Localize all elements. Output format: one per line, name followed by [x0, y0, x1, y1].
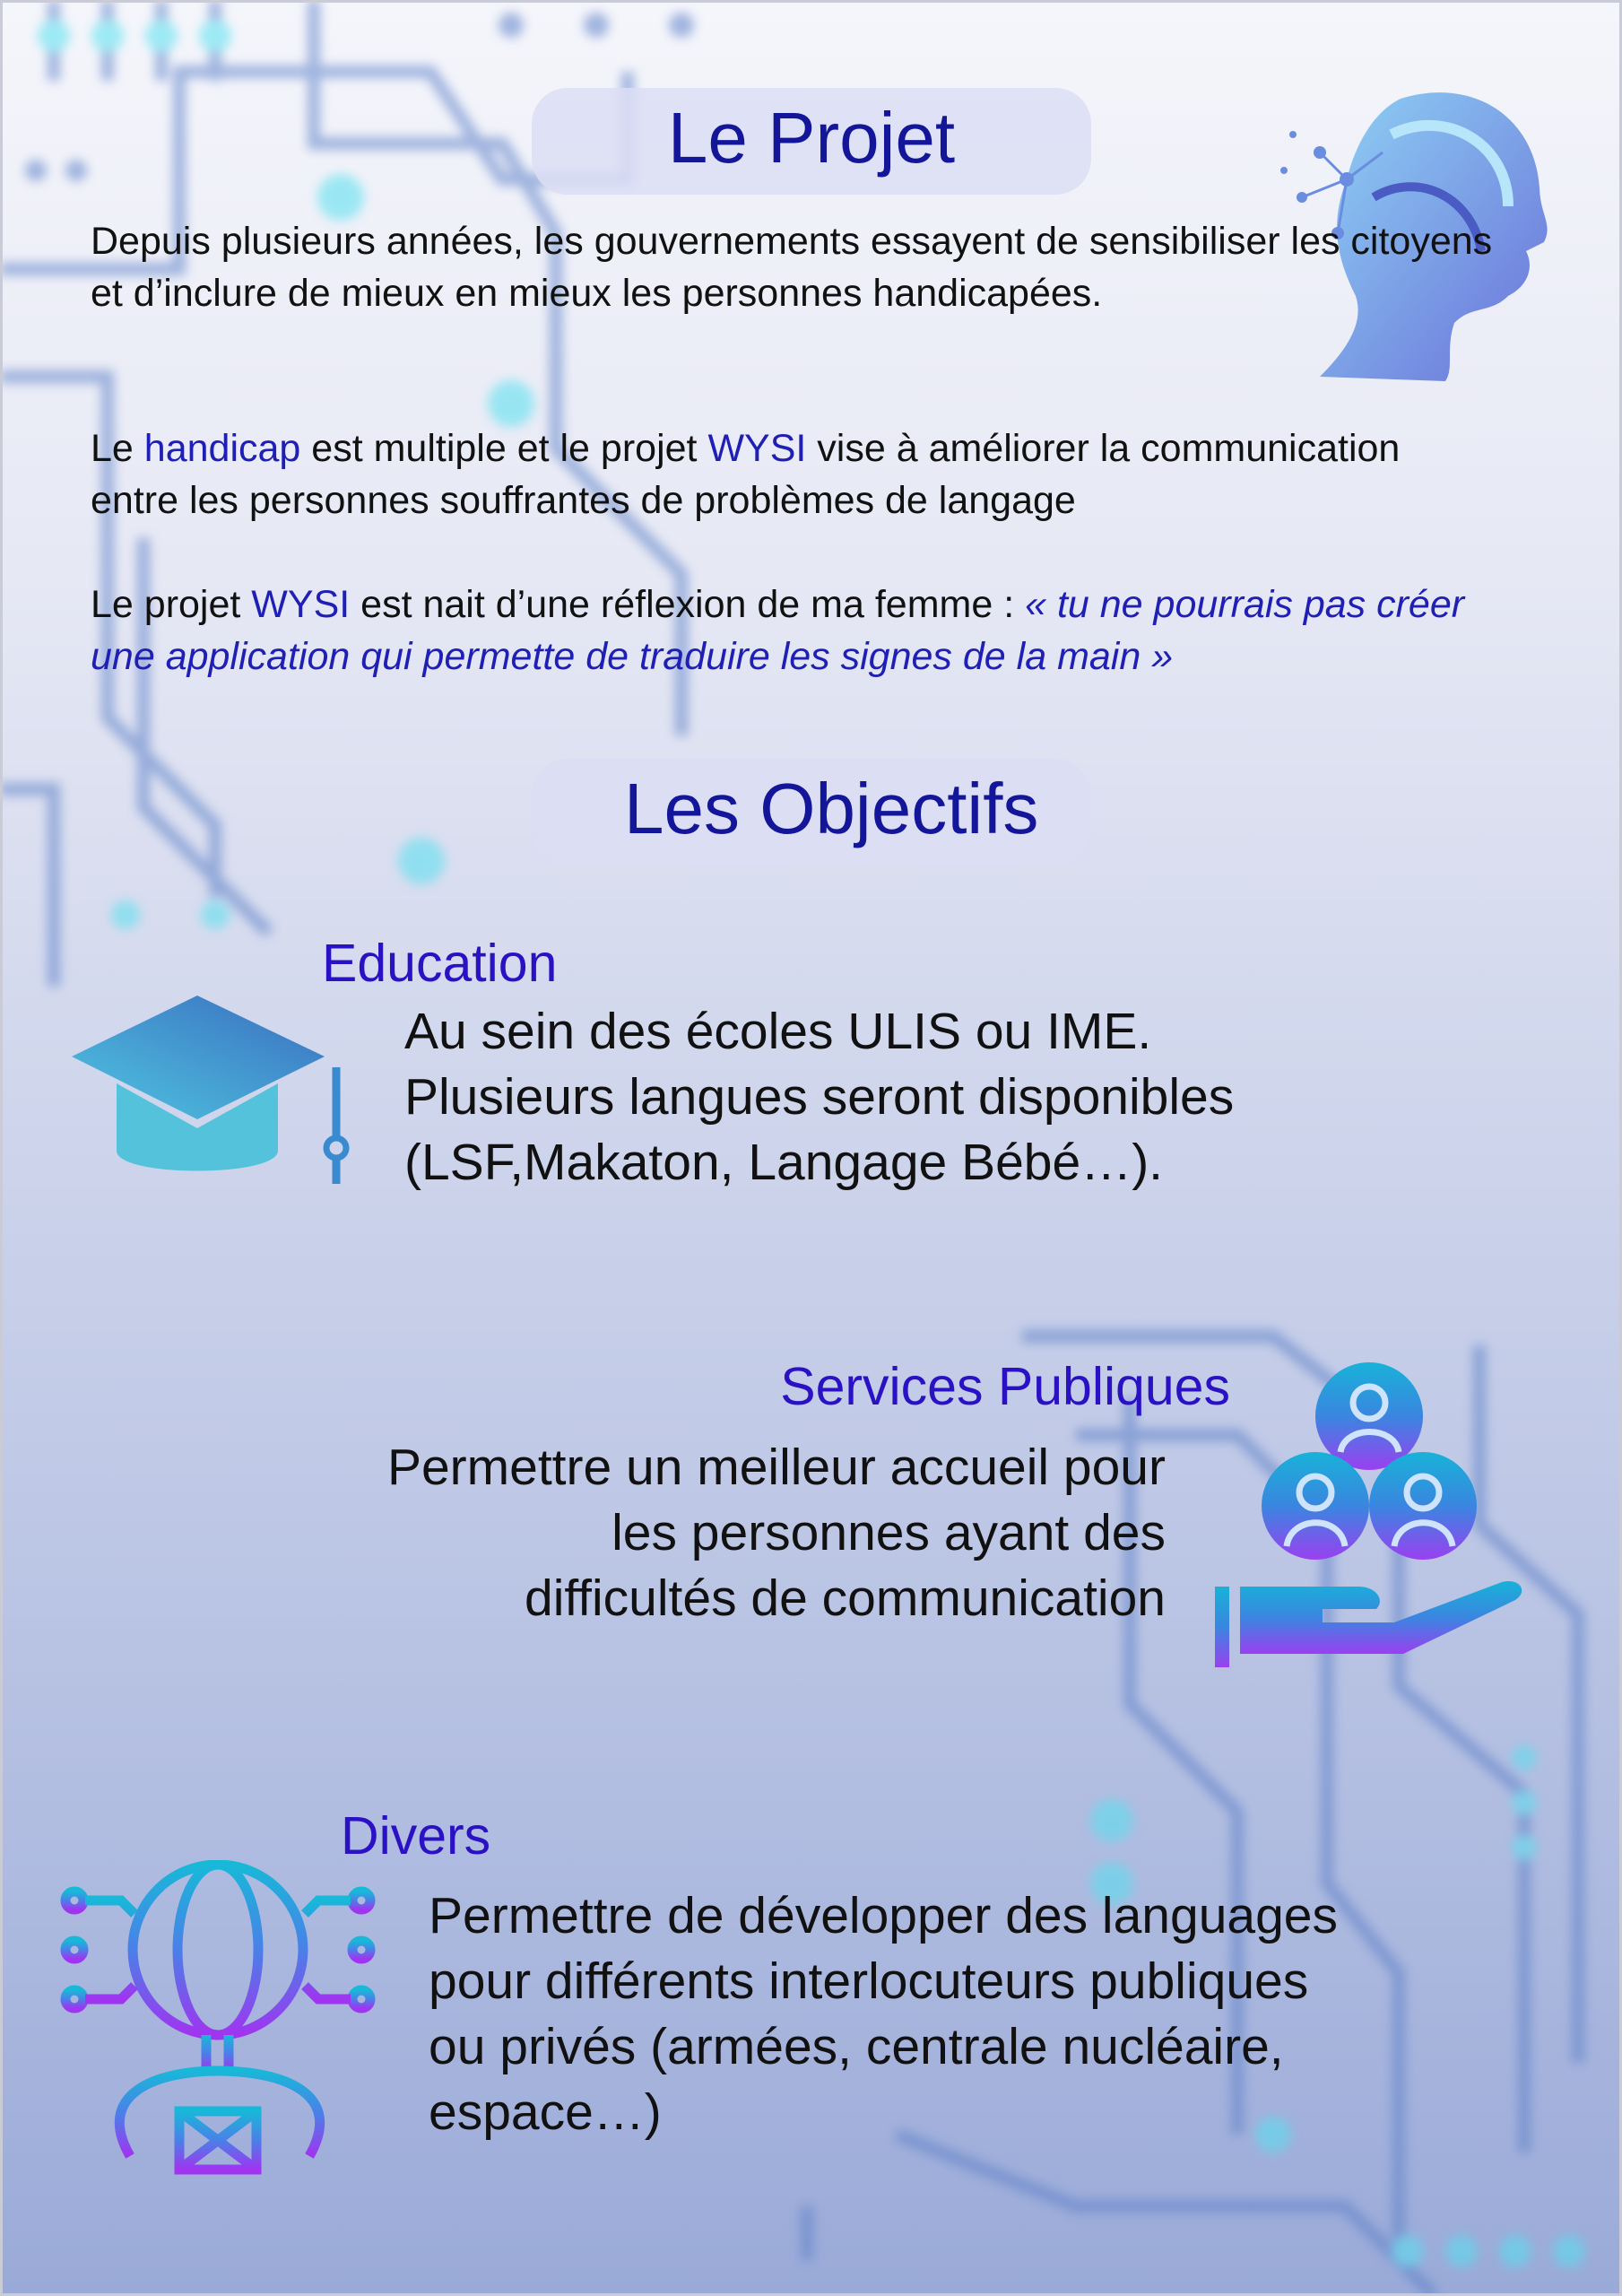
graduation-cap-icon — [72, 994, 354, 1187]
wysi-highlight: WYSI — [251, 583, 351, 626]
education-text — [404, 999, 1234, 1196]
text: vise à améliorer la communication entre les personnes souffrantes de problèmes de langage — [91, 427, 1401, 522]
projet-paragraph-2 — [91, 422, 1489, 526]
quote: « tu ne pourrais pas créer une application qui permette de traduire les signes de la main » — [91, 583, 1465, 678]
divers-text — [429, 1883, 1338, 2145]
divers-heading: Divers — [341, 1806, 491, 1866]
objectifs-title: Les Objectifs — [624, 769, 1039, 848]
line: (LSF,Makaton, Langage Bébé…). — [404, 1134, 1164, 1191]
text: est multiple et le projet — [300, 427, 708, 470]
line: Plusieurs langues seront disponibles — [404, 1068, 1235, 1126]
line: Permettre un meilleur accueil pour — [386, 1439, 1166, 1496]
text: Le — [91, 427, 144, 470]
line: difficultés de communication — [525, 1570, 1166, 1627]
line: Permettre de développer des languages — [429, 1887, 1339, 1944]
wysi-highlight: WYSI — [707, 427, 807, 470]
projet-paragraph-3 — [91, 578, 1534, 683]
education-heading: Education — [322, 934, 558, 993]
text: Le projet — [91, 583, 252, 626]
line: ou privés (armées, centrale nucléaire, — [429, 2018, 1284, 2075]
projet-paragraph-1: Depuis plusieurs années, les gouvernements essayent de sensibiliser les citoyens et d’inclure de mieux en mieux les personnes handicapées. — [91, 220, 1493, 315]
services-text — [387, 1435, 1166, 1631]
line: les personnes ayant des — [612, 1504, 1166, 1561]
global-communication-icon — [58, 1860, 381, 2179]
handicap-highlight: handicap — [143, 427, 301, 470]
text: est nait d’une réflexion de ma femme : — [350, 583, 1026, 626]
line: Au sein des écoles ULIS ou IME. — [404, 1003, 1152, 1060]
line: espace…) — [429, 2083, 662, 2141]
projet-title: Le Projet — [667, 98, 956, 178]
community-hand-icon — [1215, 1362, 1524, 1667]
line: pour différents interlocuteurs publiques — [429, 1952, 1309, 2010]
services-heading: Services Publiques — [780, 1357, 1230, 1416]
